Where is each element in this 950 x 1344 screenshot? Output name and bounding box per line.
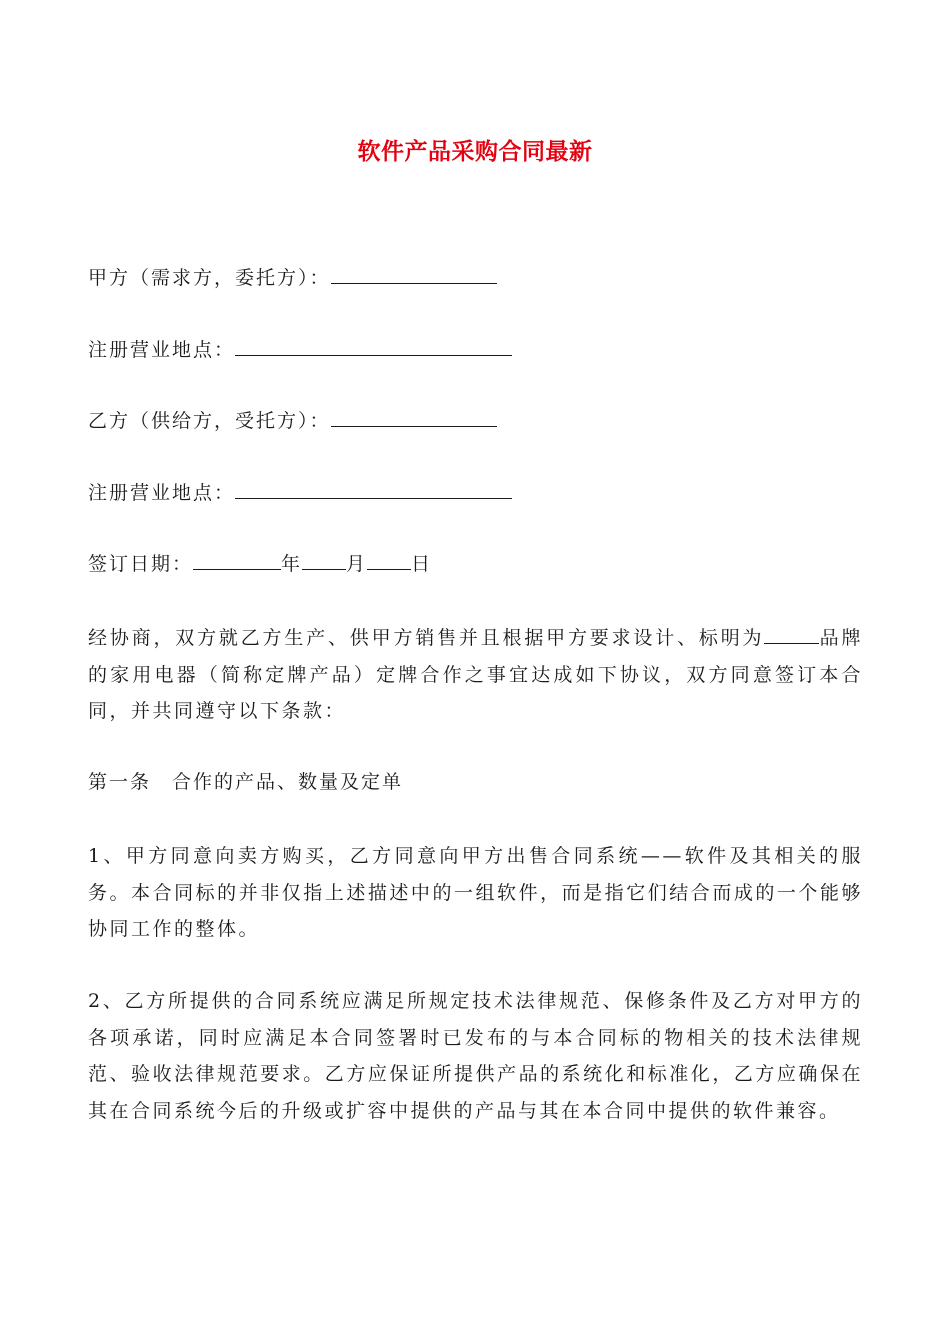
clause-1: 1、甲方同意向卖方购买，乙方同意向甲方出售合同系统——软件及其相关的服务。本合同标的并非仅指上述描述中的一组软件，而是指它们结合而成的一个能够协同工作的整体。 xyxy=(88,845,863,940)
article-1-heading: 第一条 合作的产品、数量及定单 xyxy=(88,771,404,793)
sign-date-line xyxy=(88,545,868,582)
party-a-line xyxy=(88,259,868,296)
intro-text-part1: 经协商，双方就乙方生产、供甲方销售并且根据甲方要求设计、标明为 xyxy=(88,627,765,649)
intro-paragraph xyxy=(88,619,863,730)
party-b-blank[interactable] xyxy=(331,402,497,427)
party-b-address-label: 注册营业地点： xyxy=(88,482,236,504)
party-b-line xyxy=(88,402,868,439)
party-b-address-line xyxy=(88,474,868,511)
document-title: 软件产品采购合同最新 xyxy=(357,139,593,165)
brand-blank[interactable] xyxy=(764,619,819,644)
day-blank[interactable] xyxy=(367,545,411,570)
day-label: 日 xyxy=(411,553,433,575)
party-a-address-blank[interactable] xyxy=(235,331,512,356)
intro-text-part2: 品牌的家用电器（简称定牌产品）定牌合作之事宜达成如下协议，双方同意签订本合同，并共同遵守以下条款： xyxy=(88,627,863,722)
party-a-address-label: 注册营业地点： xyxy=(88,339,236,361)
year-blank[interactable] xyxy=(193,545,281,570)
party-a-label: 甲方（需求方，委托方）： xyxy=(88,267,331,289)
party-b-address-blank[interactable] xyxy=(235,474,512,499)
party-a-address-line xyxy=(88,331,868,368)
party-a-blank[interactable] xyxy=(331,259,497,284)
clause-2: 2、乙方所提供的合同系统应满足所规定技术法律规范、保修条件及乙方对甲方的各项承诺，同时应满足本合同签署时已发布的与本合同标的物相关的技术法律规范、验收法律规范要求。乙方应保证所提供产品的系统化和标准化，乙方应确保在其在合同系统今后的升级或扩容中提供的产品与其在本合同中提供的软件兼容。 xyxy=(88,990,863,1122)
month-label: 月 xyxy=(346,553,368,575)
year-label: 年 xyxy=(281,553,303,575)
party-b-label: 乙方（供给方，受托方）： xyxy=(88,410,331,432)
month-blank[interactable] xyxy=(302,545,346,570)
sign-date-label: 签订日期： xyxy=(88,553,194,575)
